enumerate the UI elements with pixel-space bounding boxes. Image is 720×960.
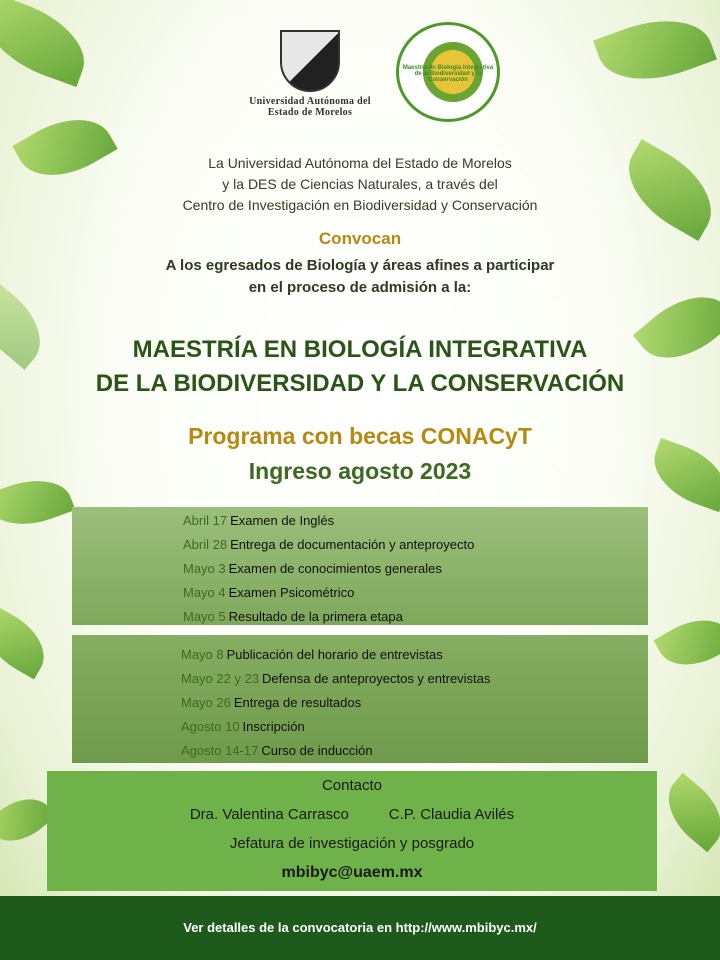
schedule-row: Abril 28 Entrega de documentación y anteproyecto (183, 537, 475, 552)
logos (236, 22, 506, 122)
contact-people: Dra. Valentina Carrasco C.P. Claudia Avilés (189, 806, 515, 823)
schedule-row: Abril 17 Examen de Inglés (183, 513, 335, 528)
schedule-row: Agosto 14-17 Curso de inducción (181, 743, 373, 758)
schedule-first-stage (72, 507, 648, 625)
university-shield-icon (280, 30, 340, 92)
footer-link[interactable]: Ver detalles de la convocatoria en http://www.mbibyc.mx/ (0, 896, 720, 960)
schedule-row: Mayo 5 Resultado de la primera etapa (183, 609, 403, 624)
ingreso-heading: Ingreso agosto 2023 (248, 458, 472, 484)
contact-department: Jefatura de investigación y posgrado (229, 835, 475, 852)
contact-heading: Contacto (321, 777, 383, 794)
schedule-row: Mayo 26 Entrega de resultados (181, 695, 362, 710)
contact-box (47, 771, 657, 891)
intro-text: La Universidad Autónoma del Estado de Morelos y la DES de Ciencias Naturales, a través del Centro de Investigación en Biodiversidad y Conservación (182, 155, 538, 213)
program-seal-logo: Maestría en Biología Integrativa de la Biodiversidad y la Conservación (396, 22, 500, 122)
subtitle: A los egresados de Biología y áreas afines a participar en el proceso de admisión a la: (165, 257, 555, 296)
schedule-row: Agosto 10 Inscripción (181, 719, 305, 734)
schedule-row: Mayo 4 Examen Psicométrico (183, 585, 355, 600)
schedule-row: Mayo 8 Publicación del horario de entrevistas (181, 647, 443, 662)
becas-heading: Programa con becas CONACyT (188, 423, 532, 449)
schedule-second-stage (72, 635, 648, 763)
schedule-row: Mayo 3 Examen de conocimientos generales (183, 561, 442, 576)
contact-email[interactable]: mbibyc@uaem.mx (281, 864, 423, 881)
convocan-heading: Convocan (318, 229, 402, 248)
university-logo: Universidad Autónoma del Estado de Morelos (240, 30, 380, 118)
program-title: MAESTRÍA EN BIOLOGÍA INTEGRATIVA DE LA BIODIVERSIDAD Y LA CONSERVACIÓN (95, 336, 625, 397)
schedule-row: Mayo 22 y 23 Defensa de anteproyectos y entrevistas (181, 671, 491, 686)
